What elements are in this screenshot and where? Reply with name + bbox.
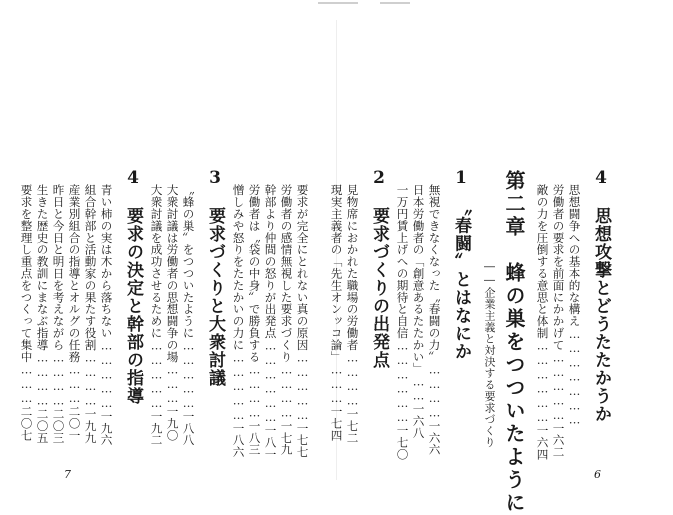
section-heading: 4 要求の決定と幹部の指導 — [123, 168, 143, 405]
toc-entry: 幹部より仲間の怒りが出発点………………一八一 — [263, 184, 278, 461]
toc-entry: 日本労働者の「創意あるたたかい」……一六八 — [411, 184, 426, 439]
chapter-subtitle: ――企業主義と対決する要求づくり — [483, 260, 496, 448]
toc-entry: 青い柿の実は木から落ちない……………一九六 — [99, 184, 114, 446]
toc-entry: 大衆討議を成功させるために……………一九二 — [149, 184, 164, 446]
toc-entry: 一万円賃上げへの期待と自信………………一七〇 — [395, 184, 410, 461]
toc-entry: 見物席におかれた職場の労働者…………一七二 — [345, 184, 360, 444]
toc-entry: 産業別組合の指導とオルグの任務………二〇一 — [67, 184, 82, 442]
toc-entry: 思想闘争への基本的な構え………………… — [567, 184, 582, 427]
section-heading: 4 思想攻撃とどうたたかうか — [591, 168, 611, 423]
toc-entry: 要求を整理し重点をつくって集中………二〇七 — [19, 184, 34, 442]
page-number: 7 — [64, 468, 71, 481]
toc-entry: 労働者の感情無視した要求づくり…………一七九 — [279, 184, 294, 456]
scan-mark — [318, 2, 358, 4]
toc-entry: 労働者の要求を前面にかかげて……………一六二 — [551, 184, 566, 458]
scan-mark — [380, 2, 410, 4]
toc-entry: 要求が完全にとれない真の原因……………一七七 — [295, 184, 310, 458]
toc-entry: 大衆討議は労働者の思想闘争の場………一九〇 — [165, 184, 180, 442]
section-heading: 1 〝春闘〟とはなにか — [451, 168, 471, 361]
toc-entry: 生きた歴史の教訓にまなぶ指導…………二〇五 — [35, 184, 50, 444]
toc-entry: 敵の力を圧倒する意思と体制………………一六四 — [535, 184, 550, 461]
page-number: 6 — [594, 468, 601, 481]
chapter-title: 第二章 蜂の巣をつついたように — [502, 170, 526, 515]
toc-entry: 〝蜂の巣〟をつついたように……………一八八 — [181, 184, 196, 446]
toc-entry: 憎しみや怒りをたたかいの力に……………一八六 — [231, 184, 246, 458]
section-heading: 2 要求づくりの出発点 — [369, 168, 389, 369]
toc-entry: 組合幹部と活動家の果たす役割…………一九九 — [83, 184, 98, 444]
section-heading: 3 要求づくりと大衆討議 — [205, 168, 225, 387]
toc-entry: 昨日と今日と明日を考えながら…………二〇三 — [51, 184, 66, 444]
toc-entry: 労働者は〝袋の中身〟で勝負する…………一八三 — [247, 184, 262, 456]
toc-entry: 無視できなくなった〝春闘の力〟…………一六六 — [427, 184, 442, 456]
toc-entry: 現実主義者の「先生オンッコ論」………一七四 — [329, 184, 344, 442]
